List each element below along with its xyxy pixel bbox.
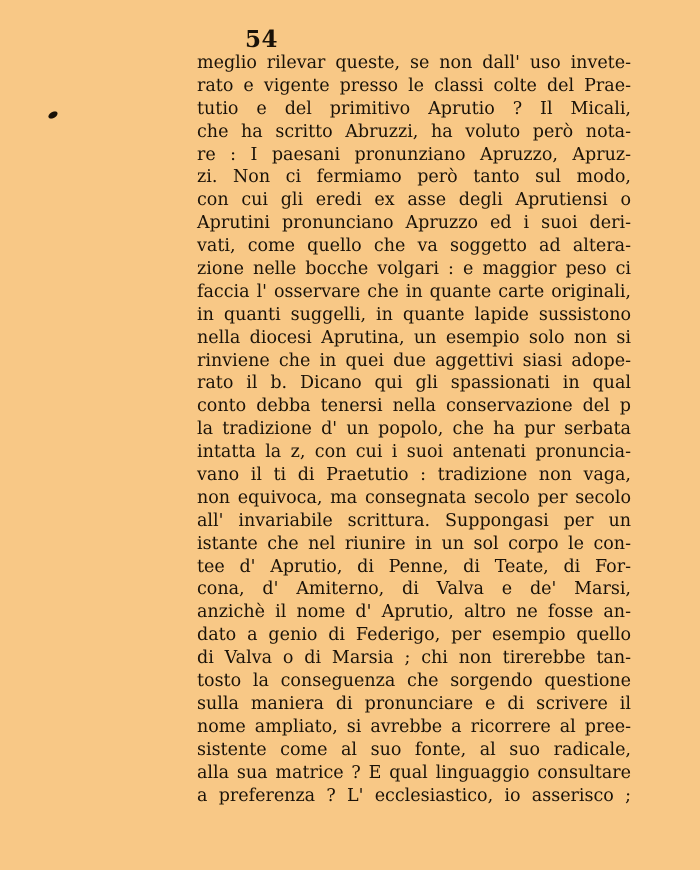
text-line: che ha scritto Abruzzi, ha voluto però nota- [197, 121, 631, 142]
text-line: a preferenza ? L' ecclesiastico, io asserisco ; [197, 785, 631, 806]
text-line: Aprutini pronunciano Apruzzo ed i suoi deri- [197, 213, 631, 234]
text-line: nome ampliato, si avrebbe a ricorrere al pree- [197, 716, 631, 737]
text-line: rinviene che in quei due aggettivi siasi adope- [197, 350, 631, 371]
text-line: conto debba tenersi nella conservazione del p [197, 396, 631, 417]
text-line: anzichè il nome d' Aprutio, altro ne fosse an- [197, 602, 631, 623]
text-line: tosto la conseguenza che sorgendo questione [197, 671, 631, 692]
text-line: alla sua matrice ? E qual linguaggio consultare [197, 762, 631, 783]
text-line: non equivoca, ma consegnata secolo per secolo [197, 487, 631, 508]
text-line: faccia l' osservare che in quante carte originali, [197, 281, 631, 302]
text-line: rato il b. Dicano qui gli spassionati in qual [197, 373, 631, 394]
text-line: zi. Non ci fermiamo però tanto sul modo, [197, 167, 631, 188]
text-line: all' invariabile scrittura. Suppongasi per un [197, 510, 631, 531]
text-line: intatta la z, con cui i suoi antenati pronuncia- [197, 442, 631, 463]
ink-mark [47, 110, 59, 120]
body-text [197, 52, 631, 807]
text-line: tutio e del primitivo Aprutio ? Il Micali, [197, 98, 631, 119]
text-line: vati, come quello che va soggetto ad altera- [197, 236, 631, 257]
page-number: 54 [245, 26, 279, 53]
text-line: dato a genio di Federigo, per esempio quello [197, 625, 631, 646]
text-line: tee d' Aprutio, di Penne, di Teate, di For- [197, 556, 631, 577]
text-line: di Valva o di Marsia ; chi non tirerebbe tan- [197, 648, 631, 669]
text-line: rato e vigente presso le classi colte del Prae- [197, 75, 631, 96]
text-line: cona, d' Amiterno, di Valva e de' Marsi, [197, 579, 631, 600]
text-line: sulla maniera di pronunciare e di scrivere il [197, 693, 631, 714]
text-line: nella diocesi Aprutina, un esempio solo non si [197, 327, 631, 348]
text-line: sistente come al suo fonte, al suo radicale, [197, 739, 631, 760]
text-line: vano il ti di Praetutio : tradizione non vaga, [197, 465, 631, 486]
text-line: meglio rilevar queste, se non dall' uso invete- [197, 53, 631, 73]
text-line: re : I paesani pronunziano Apruzzo, Apruz- [197, 144, 631, 165]
text-line: zione nelle bocche volgari : e maggior peso ci [197, 259, 631, 280]
text-line: in quanti suggelli, in quante lapide sussistono [197, 304, 631, 325]
text-line: con cui gli eredi ex asse degli Aprutiensi o [197, 190, 631, 211]
text-line: la tradizione d' un popolo, che ha pur serbata [197, 419, 631, 440]
text-line: istante che nel riunire in un sol corpo le con- [197, 533, 631, 554]
